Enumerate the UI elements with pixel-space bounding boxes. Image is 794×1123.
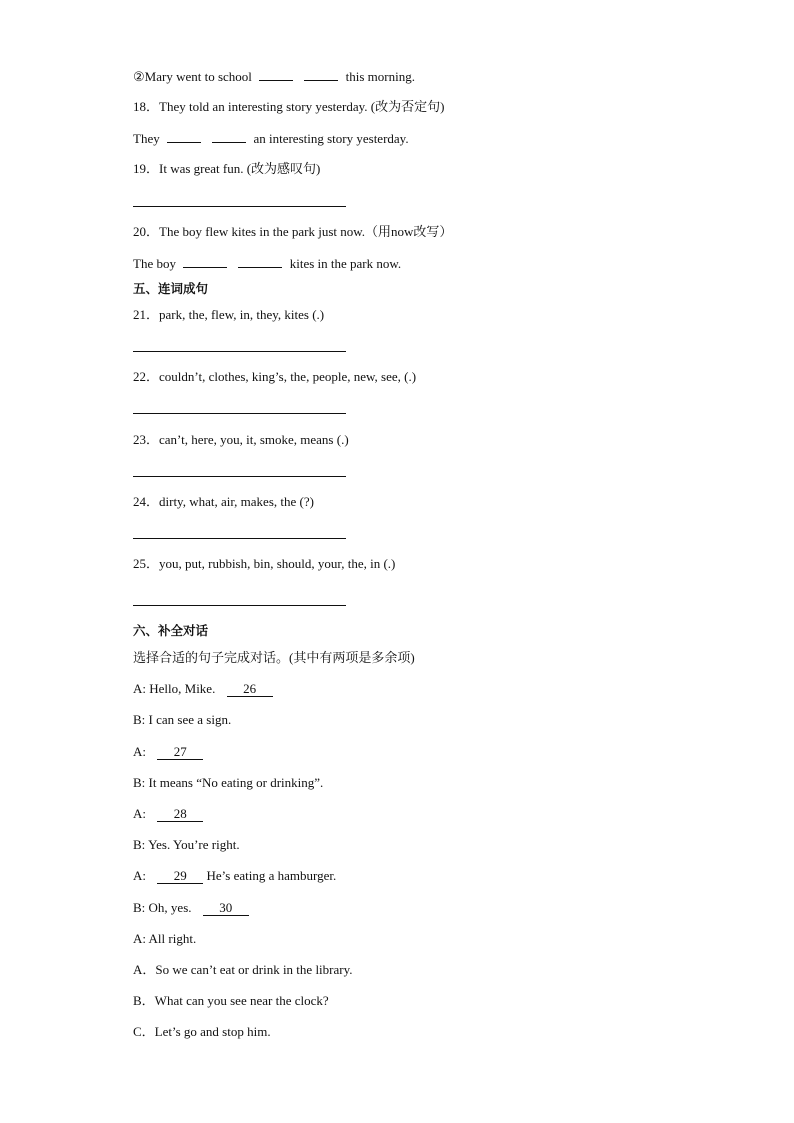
q21-answer-line[interactable] (133, 351, 346, 352)
q23-prompt: 23．can’t, here, you, it, smoke, means (.) (133, 432, 349, 447)
dialogue-line-2 (133, 712, 231, 728)
q25-answer-line[interactable] (133, 605, 346, 606)
speaker-b: B: (133, 712, 146, 727)
q18-prompt: 18．They told an interesting story yesterday. (改为否定句) (133, 99, 445, 114)
dialogue-line-5 (133, 806, 203, 822)
option-c: C．Let’s go and stop him. (133, 1024, 271, 1039)
q18-answer (133, 130, 409, 147)
q17-blank-2[interactable] (304, 68, 338, 81)
section6-heading: 六、补全对话 (133, 623, 209, 638)
speaker-a: A: (133, 744, 146, 759)
dialogue-line-3 (133, 744, 203, 760)
q22-answer-line[interactable] (133, 413, 346, 414)
blank-27[interactable]: 27 (157, 745, 203, 760)
speaker-a: A: (133, 931, 146, 946)
blank-26[interactable]: 26 (227, 682, 273, 697)
option-b: B．What can you see near the clock? (133, 993, 329, 1008)
speaker-a: A: (133, 681, 146, 696)
q17-part2 (133, 68, 415, 85)
q21-prompt: 21．park, the, flew, in, they, kites (.) (133, 307, 325, 322)
dialogue-line-1 (133, 681, 273, 697)
q20-answer-end: kites in the park now. (289, 256, 402, 271)
q20-answer (133, 255, 401, 272)
speaker-a: A: (133, 868, 146, 883)
blank-29[interactable]: 29 (157, 869, 203, 884)
dialogue-text: Oh, yes. (148, 900, 192, 915)
dialogue-text: All right. (148, 931, 197, 946)
section6-instruction: 选择合适的句子完成对话。(其中有两项是多余项) (133, 650, 415, 665)
speaker-b: B: (133, 837, 146, 852)
q20-answer-start: The boy (133, 256, 176, 271)
dialogue-line-8 (133, 900, 249, 916)
dialogue-text: Yes. You’re right. (148, 837, 240, 852)
q19-prompt: 19．It was great fun. (改为感叹句) (133, 161, 321, 176)
q24-answer-line[interactable] (133, 538, 346, 539)
q20-blank-2[interactable] (238, 255, 282, 268)
q18-answer-start: They (133, 131, 160, 146)
q19-answer-line[interactable] (133, 206, 346, 207)
q20-blank-1[interactable] (183, 255, 227, 268)
q18-blank-1[interactable] (167, 130, 201, 143)
dialogue-line-9 (133, 931, 196, 947)
speaker-a: A: (133, 806, 146, 821)
q24-prompt: 24．dirty, what, air, makes, the (?) (133, 494, 314, 509)
dialogue-line-4 (133, 775, 323, 791)
speaker-b: B: (133, 775, 146, 790)
dialogue-line-6 (133, 837, 240, 853)
q18-blank-2[interactable] (212, 130, 246, 143)
q20-prompt: 20．The boy flew kites in the park just now.（用now改写） (133, 224, 453, 239)
q22-prompt: 22．couldn’t, clothes, king’s, the, people, new, see, (.) (133, 369, 417, 384)
dialogue-text: He’s eating a hamburger. (206, 868, 337, 883)
dialogue-line-7 (133, 868, 336, 884)
q17-part2-text-start: ②Mary went to school (133, 69, 252, 84)
blank-28[interactable]: 28 (157, 807, 203, 822)
option-a: A．So we can’t eat or drink in the library. (133, 962, 353, 977)
dialogue-text: I can see a sign. (148, 712, 232, 727)
q23-answer-line[interactable] (133, 476, 346, 477)
q17-part2-text-end: this morning. (345, 69, 415, 84)
q17-blank-1[interactable] (259, 68, 293, 81)
dialogue-text: It means “No eating or drinking”. (148, 775, 324, 790)
q25-prompt: 25．you, put, rubbish, bin, should, your, the, in (.) (133, 556, 396, 571)
speaker-b: B: (133, 900, 146, 915)
dialogue-text: Hello, Mike. (149, 681, 216, 696)
section5-heading: 五、连词成句 (133, 281, 209, 296)
q18-answer-end: an interesting story yesterday. (253, 131, 409, 146)
blank-30[interactable]: 30 (203, 901, 249, 916)
